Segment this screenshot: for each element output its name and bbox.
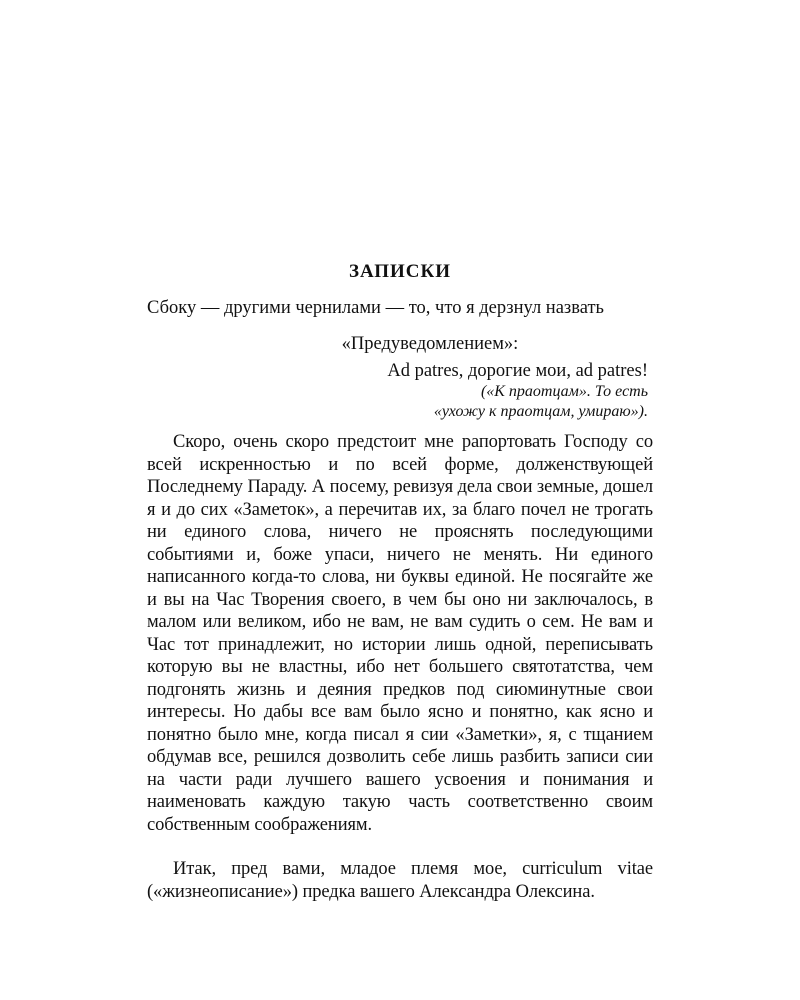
preface-label: «Предуведомлением»: (341, 334, 519, 354)
side-note: Сбоку — другими чернилами — то, что я дерзнул назвать (147, 298, 604, 318)
body-text (147, 431, 653, 903)
paragraph-2: Итак, пред вами, младое племя мое, curriculum vitae («жизнеописание») предка вашего Александра Олексина. (147, 859, 653, 902)
epigraph-translation-line-2: «ухожу к праотцам, умираю»). (433, 403, 648, 420)
paragraph-1: Скоро, очень скоро предстоит мне рапортовать Господу со всей искренностью и по всей форме, долженствующей Последнему Параду. А посему, ревизуя дела свои земные, дошел я и до сих «Заметок», а перечитав их, за благо почел не трогать ни единого слова, ничего не прояснять последующими событиями и, боже упаси, ничего не менять. Ни единого написанного когда-то слова, ни буквы единой. Не посягайте же и вы на Час Творения своего, в чем бы оно ни заключалось, в малом или великом, ибо не вам, не вам судить о сем. Не вам и Час тот принадлежит, но истории лишь одной, переписывать которую вы не властны, ибо нет большего святотатства, чем подгонять жизнь и деяния предков под сиюминутные свои интересы. Но дабы все вам было ясно и понятно, как ясно и понятно было мне, когда писал я сии «Заметки», я, с тщанием обдумав все, решился дозволить себе лишь разбить записи сии на части ради лучшего вашего усвоения и понимания и наименовать каждую такую часть соответственно своим собственным соображениям. (147, 432, 653, 835)
epigraph-translation-line-1: («К праотцам». То есть (480, 383, 648, 400)
epigraph-latin: Ad patres, дорогие мои, ad patres! (387, 361, 648, 381)
epigraph (387, 360, 648, 422)
chapter-title: ЗАПИСКИ (348, 261, 452, 282)
